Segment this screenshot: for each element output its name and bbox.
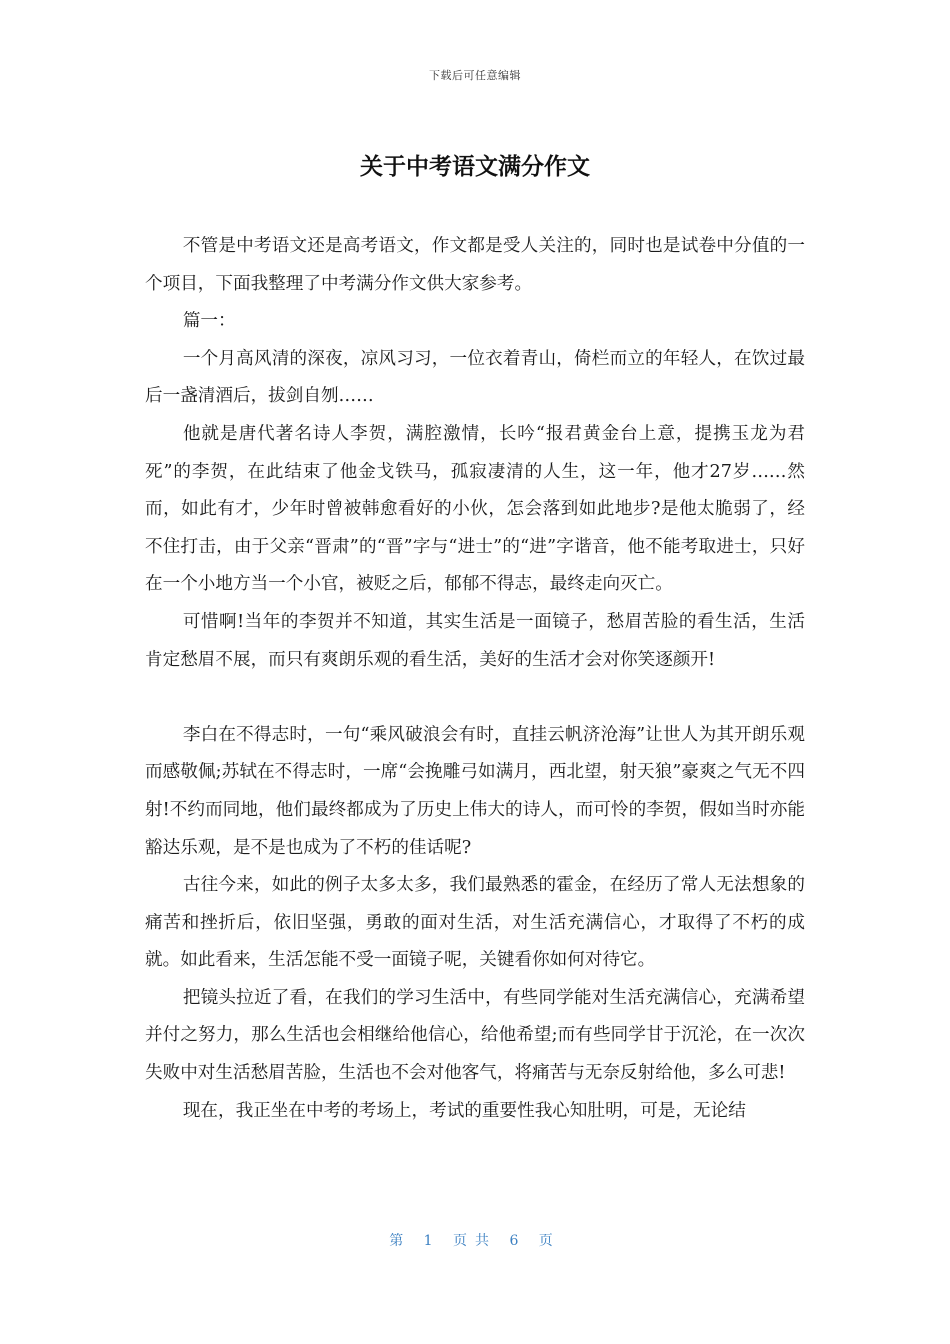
- paragraph-section-label: 篇一：: [182, 311, 236, 332]
- paragraph-intro: 不管是中考语文还是高考语文，作文都是受人关注的，同时也是试卷中分值的一个项目，下面我整理了中考满分作文供大家参考。: [145, 236, 805, 294]
- paragraph: 古往今来，如此的例子太多太多，我们最熟悉的霍金，在经历了常人无法想象的痛苦和挫折后，依旧坚强，勇敢的面对生活，对生活充满信心，才取得了不朽的成就。如此看来，生活怎能不受一面镜子呢，关键看你如何对待它。: [145, 875, 805, 971]
- document-body: [145, 228, 805, 1130]
- paragraph: 把镜头拉近了看，在我们的学习生活中，有些同学能对生活充满信心，充满希望并付之努力，那么生活也会相继给他信心，给他希望;而有些同学甘于沉沦，在一次次失败中对生活愁眉苦脸，生活也不会对他客气，将痛苦与无奈反射给他，多么可悲!: [145, 987, 805, 1084]
- paragraph: 他就是唐代著名诗人李贺，满腔激情，长吟“报君黄金台上意，提携玉龙为君死”的李贺，在此结束了他金戈铁马，孤寂凄清的人生，这一年，他才27岁……然而，如此有才，少年时曾被韩愈看好的小伙，怎会落到如此地步?是他太脆弱了，经不住打击，由于父亲“晋肃”的“晋”字与“进士”的“进”字谐音，他不能考取进士，只好在一个小地方当一个小官，被贬之后，郁郁不得志，最终走向灭亡。: [145, 423, 805, 595]
- page-header: 下载后可任意编辑: [429, 69, 521, 82]
- page-footer: 第 1 页共 6 页: [389, 1233, 561, 1249]
- paragraph-spacer: [145, 679, 805, 717]
- paragraph: 李白在不得志时，一句“乘风破浪会有时，直挂云帆济沧海”让世人为其开朗乐观而感敬佩;苏轼在不得志时，一席“会挽雕弓如满月，西北望，射天狼”豪爽之气无不四射!不约而同地，他们最终都成为了历史上伟大的诗人，而可怜的李贺，假如当时亦能豁达乐观，是不是也成为了不朽的佳话呢?: [145, 724, 805, 858]
- document-title: 关于中考语文满分作文: [360, 154, 590, 180]
- paragraph: 一个月高风清的深夜，凉风习习，一位衣着青山，倚栏而立的年轻人，在饮过最后一盏清酒后，拔剑自刎……: [145, 348, 805, 407]
- paragraph: 现在，我正坐在中考的考场上，考试的重要性我心知肚明，可是，无论结: [182, 1100, 746, 1121]
- paragraph: 可惜啊!当年的李贺并不知道，其实生活是一面镜子，愁眉苦脸的看生活，生活肯定愁眉不展，而只有爽朗乐观的看生活，美好的生活才会对你笑逐颜开!: [145, 611, 805, 670]
